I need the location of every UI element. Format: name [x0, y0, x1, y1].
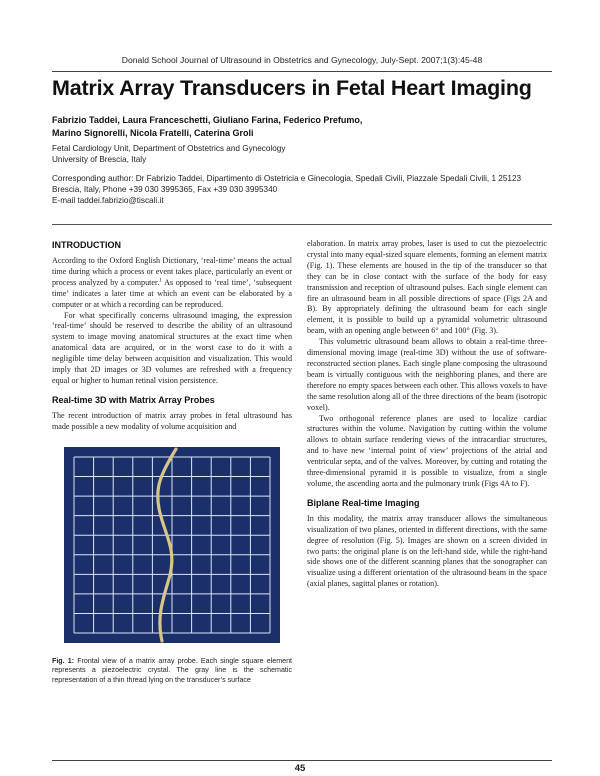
- page-number: 45: [294, 763, 306, 774]
- caption-label: Fig. 1:: [52, 656, 75, 665]
- introduction-paragraph-1: [52, 256, 292, 311]
- left-column: [52, 240, 292, 685]
- front-matter-rule: [52, 224, 552, 225]
- right-paragraph-1: elaboration. In matrix array probes, laser is used to cut the piezoelectric crystal into many equal-sized square elements, forming an element matrix (Fig. 1). These elements are housed in the tip of the transducer so that they can be in close contact with the surface of the body for easy transmission and reception of ultrasound pulses. Each single element can fire an ultrasound beam in all possible directions of space (Figs 2A and B). By appropriately defining the ultrasound beam for each single element, it is possible to build up a pyramidal volumetric ultrasound beam, with an opening angle between 6° and 100° (Fig. 3).: [307, 239, 547, 336]
- intro-p1-text-a: According to the Oxford English Dictionary, ‘real-time’ means the actual time during which a process or event takes place, particularly an event or process analyzed by a computer.: [52, 256, 292, 287]
- author-list: [52, 114, 552, 140]
- biplane-paragraph: In this modality, the matrix array transducer allows the simultaneous visualization of two planes, oriented in different directions, with the same degree of resolution (Fig. 5). Images are shown on a screen divided in two parts: the original plane is on the left-hand side, while the right-hand side shows one of the different scanning planes that the sonographer can visualize using a different orientation of the ultrasound beam in the space (axial planes, sagittal planes or rotation).: [307, 513, 547, 589]
- authors-line-1: Fabrizio Taddei, Laura Franceschetti, Giuliano Farina, Federico Prefumo,: [52, 115, 363, 125]
- introduction-heading: INTRODUCTION: [52, 240, 121, 250]
- reference-superscript: 1: [159, 277, 162, 284]
- intro-p1-text-b: As opposed to ‘real time’, ‘subsequent time’ indicates a later time at which an event can be elaborated by a computer or at which a recording can be reproduced.: [52, 277, 292, 309]
- article-title: Matrix Array Transducers in Fetal Heart Imaging: [52, 76, 532, 100]
- realtime-3d-paragraph-1: The recent introduction of matrix array probes in fetal ultrasound has made possible a new modality of volume acquisition and: [52, 410, 292, 431]
- matrix-array-illustration: [64, 447, 280, 643]
- right-column: [307, 239, 547, 590]
- realtime-3d-heading: Real-time 3D with Matrix Array Probes: [52, 394, 215, 405]
- journal-header: Donald School Journal of Ultrasound in Obstetrics and Gynecology, July-Sept. 2007;1(3):45-48: [121, 55, 483, 65]
- caption-text: Frontal view of a matrix array probe. Each single square element represents a piezoelectric crystal. The gray line is the schematic representation of a thin thread lying on the transducer’s surface: [52, 656, 292, 684]
- affiliation-line-1: Fetal Cardiology Unit, Department of Obstetrics and Gynecology: [52, 144, 286, 153]
- footer-rule: [52, 760, 552, 761]
- right-paragraph-3: Two orthogonal reference planes are used to localize cardiac structures within the volume. Navigation by cutting within the volume allows to obtain surface rendering views of the intracardiac structures, and to have new ‘internal point of view’ projections of the atrial and ventricular septa, and of the valves. Moreover, by cutting and rotating the three-dimensional pyramid it is possible to visualize, from a single volume, the ascending aorta and the pulmonary trunk (Figs 4A to F).: [307, 413, 547, 488]
- correspondence-block: [52, 173, 552, 206]
- correspondence-address: Corresponding author: Dr Fabrizio Taddei, Dipartimento di Ostetricia e Ginecologia, Spedali Civili, Piazzale Spedali Civili, 1 25123 Brescia, Italy, Phone +39 030 3995365, Fax +39 030 3995340: [52, 174, 522, 194]
- introduction-paragraph-2: For what specifically concerns ultrasound imaging, the expression ‘real-time’ should be reserved to describe the ability of an ultrasound system to image moving anatomical structures at the exact time when anatomical data are acquired, or in the worst case to do it with a negligible time delay between acquisition and visualization. This would imply that 2D images or 3D volumes are refreshed with a frequency equal or higher to human retinal vision persistence.: [52, 310, 292, 385]
- right-paragraph-2: This volumetric ultrasound beam allows to obtain a real-time three-dimensional moving image (real-time 3D) without the use of software-reconstructed section planes. Each single plane composing the ultrasound beam is virtually contiguous with the neighboring planes, and there are therefore no empty spaces between each other. This allows voxels to have the same resolution along all of the three directions of the beam (isotropic voxel).: [307, 337, 547, 412]
- authors-line-2: Marino Signorelli, Nicola Fratelli, Caterina Groli: [52, 128, 254, 138]
- figure-1-matrix-array: [64, 447, 280, 643]
- figure-1-caption: [52, 657, 292, 685]
- affiliation: [52, 143, 552, 165]
- affiliation-line-2: University of Brescia, Italy: [52, 155, 147, 164]
- correspondence-email: E-mail taddei.fabrizio@tiscali.it: [52, 196, 164, 205]
- biplane-heading: Biplane Real-time Imaging: [307, 497, 420, 508]
- header-rule: [52, 71, 552, 72]
